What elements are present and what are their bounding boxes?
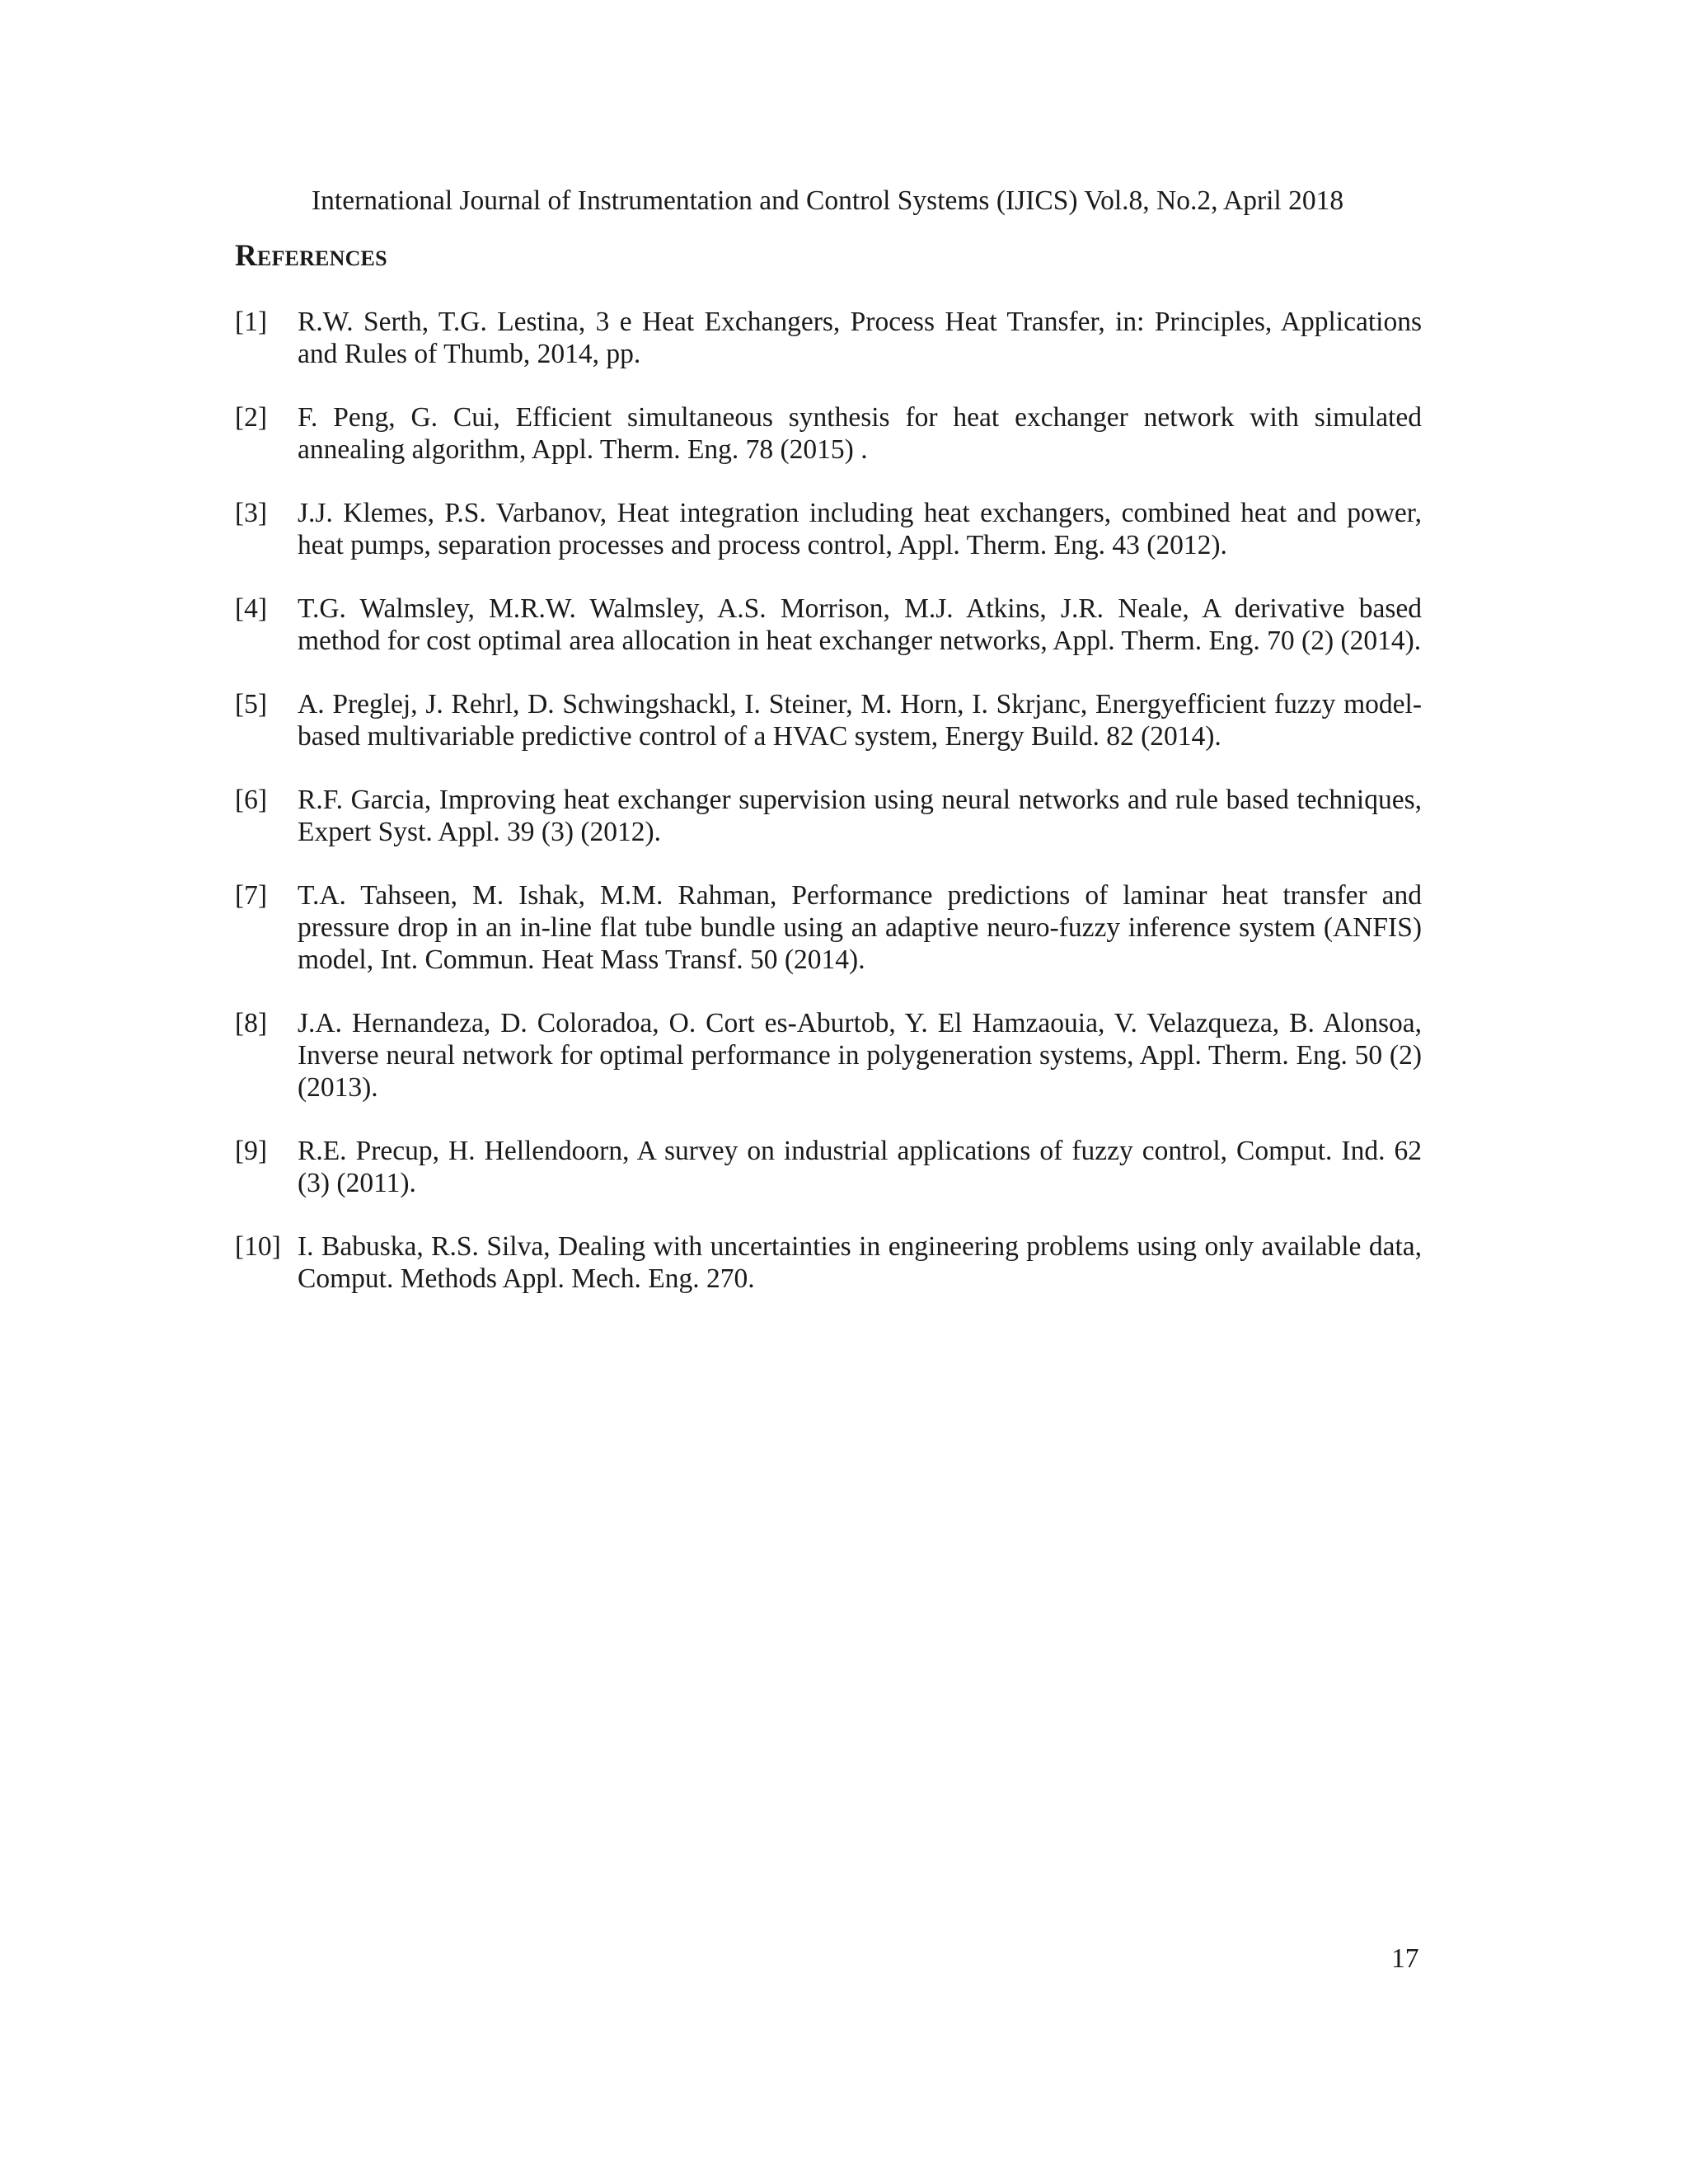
reference-text: J.A. Hernandeza, D. Coloradoa, O. Cort es-Aburtob, Y. El Hamzaouia, V. Velazqueza, B. Alonsoa, Inverse neural network for optimal performance in polygeneration systems, Appl. Therm. Eng. 50 (2) (2013). xyxy=(298,1008,1422,1103)
reference-number: [2] xyxy=(235,402,268,433)
reference-number: [6] xyxy=(235,785,268,815)
reference-item xyxy=(235,1230,1422,1295)
reference-item xyxy=(235,593,1422,657)
reference-text: T.A. Tahseen, M. Ishak, M.M. Rahman, Performance predictions of laminar heat transfer and pressure drop in an in-line flat tube bundle using an adaptive neuro-fuzzy inference system (ANFIS) model, Int. Commun. Heat Mass Transf. 50 (2014). xyxy=(298,880,1422,975)
reference-item xyxy=(235,1007,1422,1104)
reference-text: R.E. Precup, H. Hellendoorn, A survey on industrial applications of fuzzy control, Comput. Ind. 62 (3) (2011). xyxy=(298,1136,1422,1198)
reference-text: A. Preglej, J. Rehrl, D. Schwingshackl, I. Steiner, M. Horn, I. Skrjanc, Energyefficient fuzzy model-based multivariable predictive control of a HVAC system, Energy Build. 82 (2014). xyxy=(298,689,1422,752)
section-heading-references: References xyxy=(235,239,387,273)
reference-number: [3] xyxy=(235,498,268,528)
page-number: 17 xyxy=(1391,1943,1419,1974)
reference-item xyxy=(235,401,1422,466)
reference-text: R.F. Garcia, Improving heat exchanger supervision using neural networks and rule based techniques, Expert Syst. Appl. 39 (3) (2012). xyxy=(298,785,1422,847)
reference-list xyxy=(235,306,1422,1326)
reference-text: I. Babuska, R.S. Silva, Dealing with uncertainties in engineering problems using only available data, Comput. Methods Appl. Mech. Eng. 270. xyxy=(298,1231,1422,1294)
reference-text: F. Peng, G. Cui, Efficient simultaneous synthesis for heat exchanger network with simulated annealing algorithm, Appl. Therm. Eng. 78 (2015) . xyxy=(298,402,1422,465)
reference-number: [7] xyxy=(235,880,268,911)
reference-item xyxy=(235,1135,1422,1199)
reference-text: R.W. Serth, T.G. Lestina, 3 e Heat Exchangers, Process Heat Transfer, in: Principles, Applications and Rules of Thumb, 2014, pp. xyxy=(298,307,1422,369)
reference-text: J.J. Klemes, P.S. Varbanov, Heat integration including heat exchangers, combined heat and power, heat pumps, separation processes and process control, Appl. Therm. Eng. 43 (2012). xyxy=(298,498,1422,560)
reference-number: [9] xyxy=(235,1136,268,1166)
reference-item xyxy=(235,688,1422,752)
reference-number: [4] xyxy=(235,593,268,624)
reference-item xyxy=(235,784,1422,848)
reference-item xyxy=(235,306,1422,370)
reference-number: [8] xyxy=(235,1008,268,1038)
reference-text: T.G. Walmsley, M.R.W. Walmsley, A.S. Morrison, M.J. Atkins, J.R. Neale, A derivative based method for cost optimal area allocation in heat exchanger networks, Appl. Therm. Eng. 70 (2) (2014). xyxy=(298,593,1422,656)
reference-number: [5] xyxy=(235,689,268,719)
reference-number: [10] xyxy=(235,1231,281,1262)
running-header: International Journal of Instrumentation and Control Systems (IJICS) Vol.8, No.2, April 2018 xyxy=(312,185,1344,216)
reference-item xyxy=(235,497,1422,561)
reference-item xyxy=(235,879,1422,976)
reference-number: [1] xyxy=(235,307,268,337)
